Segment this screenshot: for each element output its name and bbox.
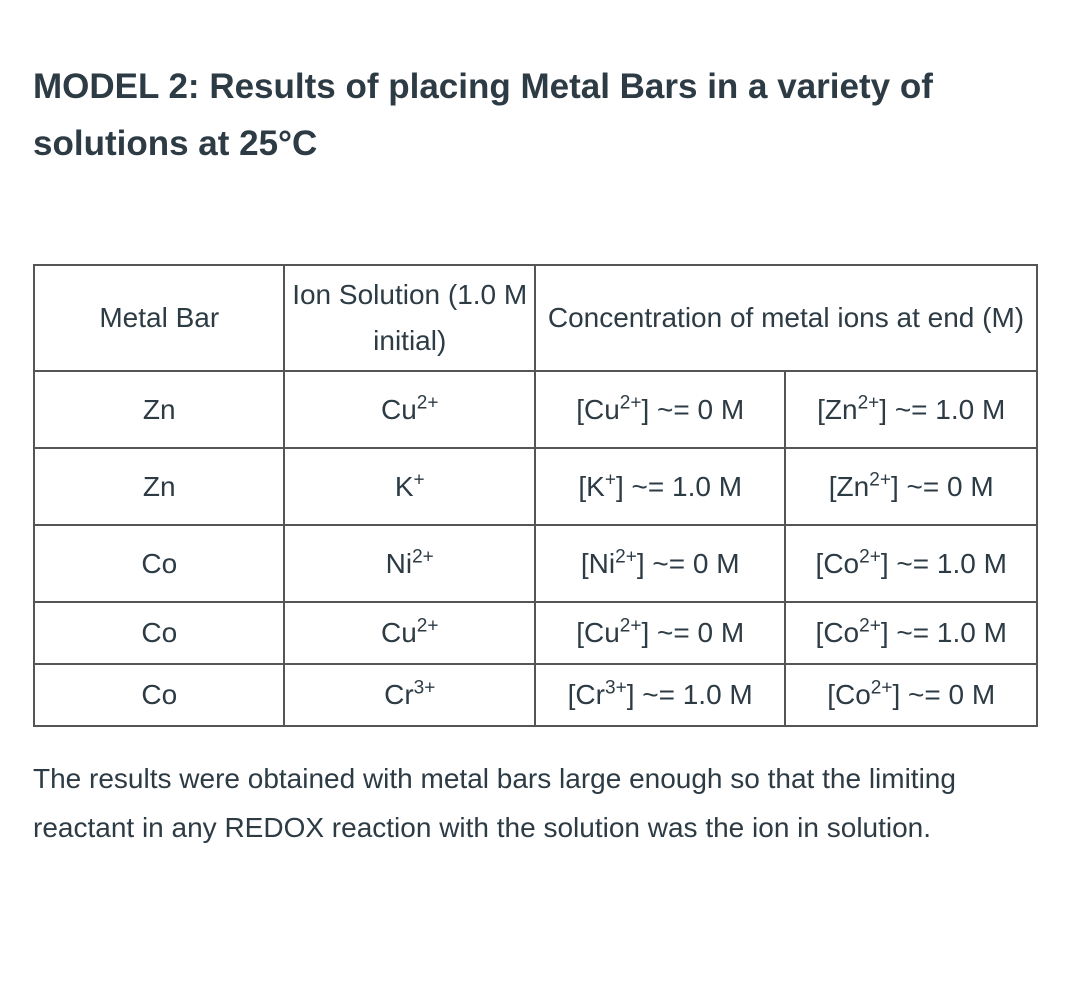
concentration-cell: $[Co^{2+}]$ ~= 1.0 M: [785, 602, 1037, 664]
metal-cell: Co: [34, 664, 284, 726]
ion-cell: $Cu^{2+}$: [284, 371, 534, 448]
concentration-cell: $[Co^{2+}]$ ~= 1.0 M: [785, 525, 1037, 602]
metal-cell: Co: [34, 525, 284, 602]
table-row: [34, 371, 1037, 448]
table-row: [34, 664, 1037, 726]
results-note: The results were obtained with metal bars large enough so that the limiting reactant in any REDOX reaction with the solution was the ion in solution.: [33, 763, 956, 843]
ion-cell: K+: [284, 448, 534, 525]
table-row: [34, 602, 1037, 664]
ion-cell: $Ni^{2+}$: [284, 525, 534, 602]
concentration-cell: $[Zn^{2+}]$ ~= 0 M: [785, 448, 1037, 525]
concentration-cell: $[Cu^{2+}]$ ~= 0 M: [535, 602, 785, 664]
metal-cell: Zn: [34, 448, 284, 525]
metal-cell: Co: [34, 602, 284, 664]
concentration-cell: $[Ni^{2+}]$ ~= 0 M: [535, 525, 785, 602]
concentration-cell: $[Zn^{2+}]$ ~= 1.0 M: [785, 371, 1037, 448]
page-title: MODEL 2: Results of placing Metal Bars in a variety of solutions at 25°C: [33, 67, 933, 163]
concentration-cell: $[Co^{2+}]$ ~= 0 M: [785, 664, 1037, 726]
concentration-cell: $[Cr^{3+}]$ ~= 1.0 M: [535, 664, 785, 726]
header-ion-solution: Ion Solution (1.0 M initial): [284, 265, 534, 371]
table-row: [34, 525, 1037, 602]
concentration-cell: $[Cu^{2+}]$ ~= 0 M: [535, 371, 785, 448]
ion-cell: $Cu^{2+}$: [284, 602, 534, 664]
metal-cell: Zn: [34, 371, 284, 448]
ion-cell: $Cr^{3+}$: [284, 664, 534, 726]
concentration-cell: [K+] ~= 1.0 M: [535, 448, 785, 525]
header-metal-bar: Metal Bar: [34, 265, 284, 371]
results-table: [33, 264, 1038, 727]
header-concentration: Concentration of metal ions at end (M): [535, 265, 1037, 371]
table-row: [34, 448, 1037, 525]
table-header-row: [34, 265, 1037, 371]
